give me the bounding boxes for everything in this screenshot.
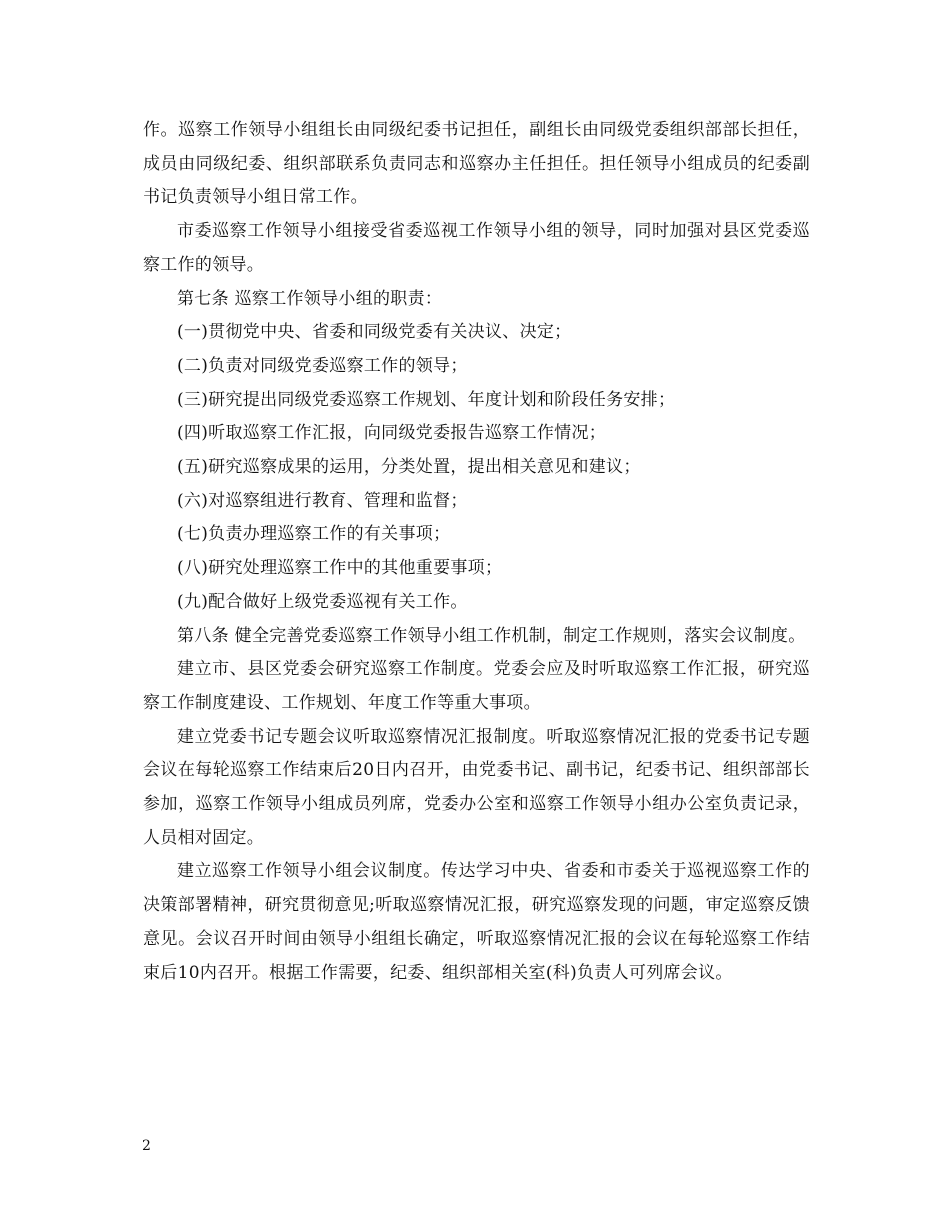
duty-item-3: (三)研究提出同级党委巡察工作规划、年度计划和阶段任务安排； [177,389,676,410]
paragraph-secretary-meeting-system: 建立党委书记专题会议听取巡察情况汇报制度。听取巡察情况汇报的党委书记专题会议在每轮巡察工作结束后20日内召开，由党委书记、副书记，纪委书记、组织部部长参加，巡察工作领导小组成员列席，党委办公室和巡察工作领导小组办公室负责记录，人员相对固定。 [143,726,810,848]
document-body [143,114,810,990]
paragraph-city-committee: 市委巡察工作领导小组接受省委巡视工作领导小组的领导，同时加强对县区党委巡察工作的领导。 [143,221,810,275]
duty-item-1: (一)贯彻党中央、省委和同级党委有关决议、决定； [177,322,572,343]
paragraph-leading-group-meeting-system: 建立巡察工作领导小组会议制度。传达学习中央、省委和市委关于巡视巡察工作的决策部署精神，研究贯彻意见;听取巡察情况汇报，研究巡察发现的问题，审定巡察反馈意见。会议召开时间由领导小组组长确定，听取巡察情况汇报的会议在每轮巡察工作结束后10内召开。根据工作需要，纪委、组织部相关室(科)负责人可列席会议。 [143,861,810,983]
article-eight-paragraph: 第八条 健全完善党委巡察工作领导小组工作机制，制定工作规则，落实会议制度。 [177,625,806,646]
duty-item-5: (五)研究巡察成果的运用，分类处置，提出相关意见和建议； [177,457,641,478]
paragraph-party-committee-system: 建立市、县区党委会研究巡察工作制度。党委会应及时听取巡察工作汇报，研究巡察工作制度建设、工作规划、年度工作等重大事项。 [143,659,810,713]
paragraph-continuation: 作。巡察工作领导小组组长由同级纪委书记担任，副组长由同级党委组织部部长担任，成员由同级纪委、组织部联系负责同志和巡察办主任担任。担任领导小组成员的纪委副书记负责领导小组日常工作。 [143,120,810,208]
duty-item-6: (六)对巡察组进行教育、管理和监督； [177,490,468,511]
article-seven-heading: 第七条 巡察工作领导小组的职责： [177,288,443,309]
page-number: 2 [142,1138,151,1154]
duty-item-4: (四)听取巡察工作汇报，向同级党委报告巡察工作情况； [177,423,607,444]
duty-item-7: (七)负责办理巡察工作的有关事项； [177,524,451,545]
duty-item-8: (八)研究处理巡察工作中的其他重要事项； [177,558,503,579]
duty-item-2: (二)负责对同级党委巡察工作的领导； [177,355,468,376]
duty-item-9: (九)配合做好上级党委巡视有关工作。 [177,591,468,612]
